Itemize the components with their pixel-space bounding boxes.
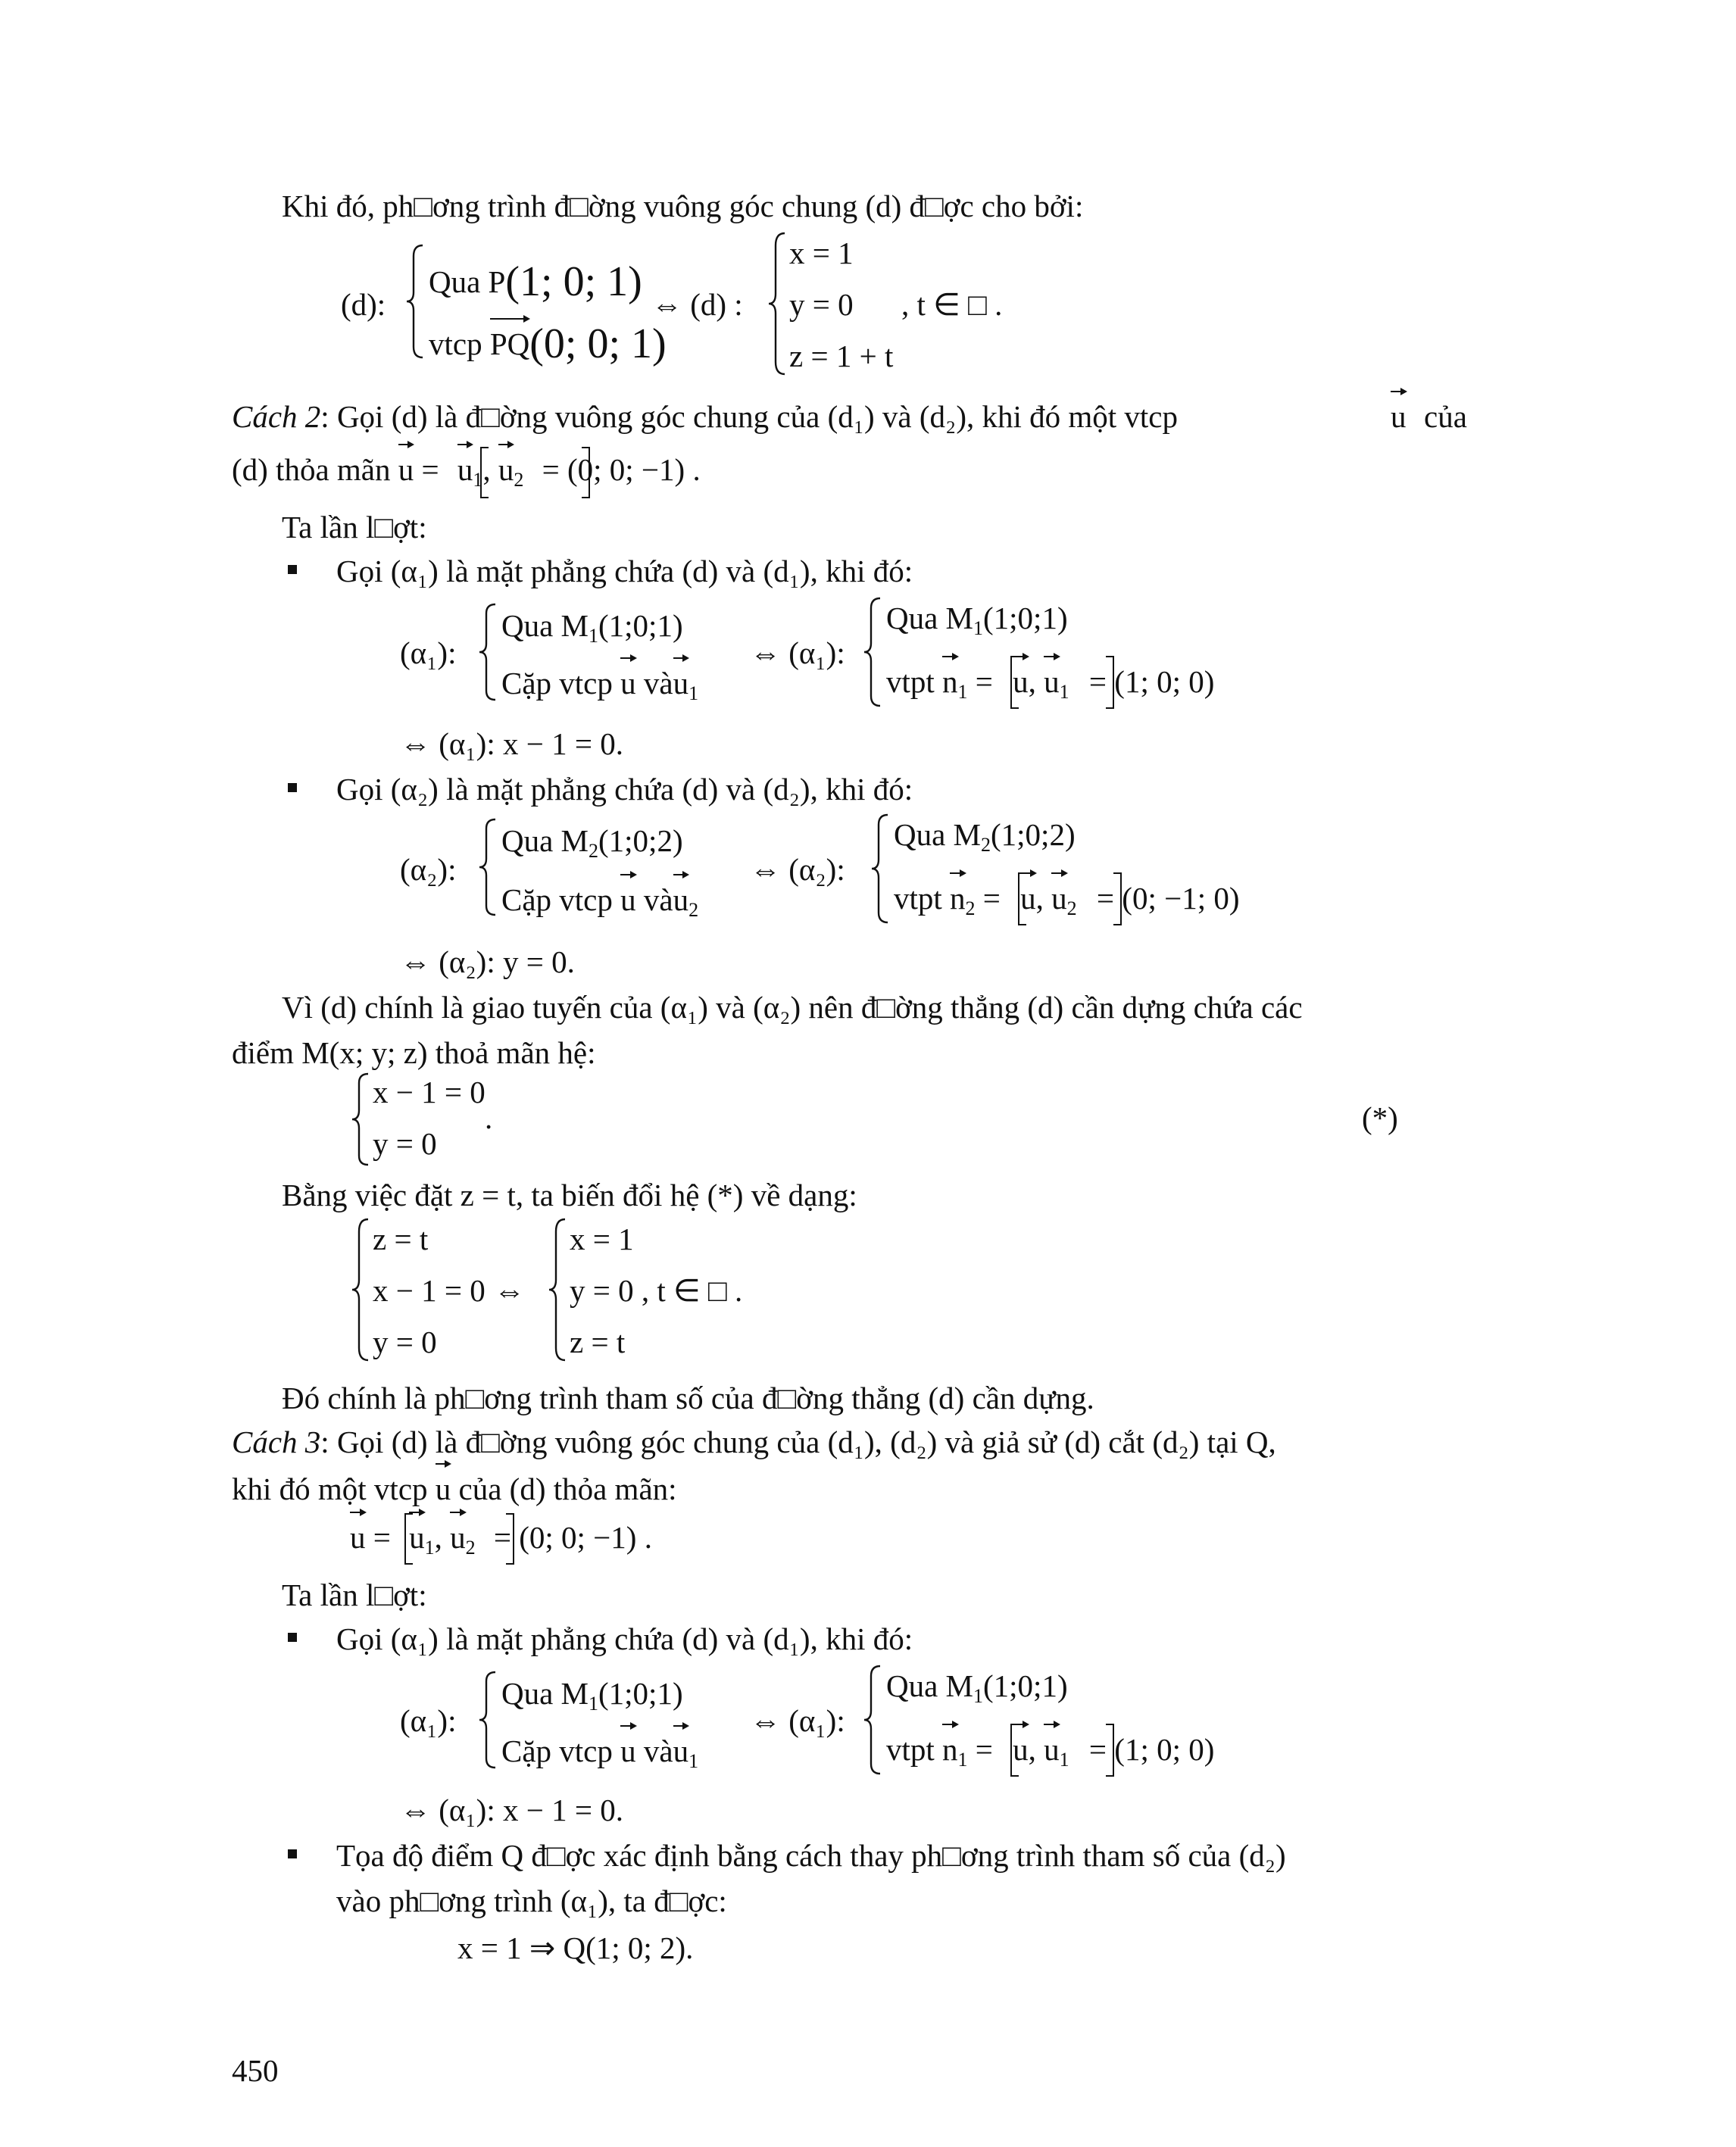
c3-alpha1-result: ⇔ (α₁): x − 1 = 0. — [400, 1793, 623, 1827]
cach3-bullet1: Gọi (α₁) là mặt phẳng chứa (d) và (d₁), khi đó: — [336, 1621, 913, 1656]
c3-alpha1-r-qua: Qua M1(1;0;1) — [886, 1668, 1068, 1707]
sys2-l2: x − 1 = 0 — [373, 1273, 486, 1308]
bracket-left — [404, 1513, 413, 1565]
bracket-left — [1018, 872, 1026, 925]
sys2-r3: z = t — [570, 1325, 626, 1359]
left-brace-icon — [404, 244, 427, 359]
sys1-equiv: ⇔ (d) : — [651, 287, 743, 322]
cach3-line2: khi đó một vtcp u của (d) thỏa mãn: — [232, 1471, 677, 1506]
alpha2-cap: Cặp vtcp u vàu2 — [501, 882, 699, 921]
cach3-bullet2-line1: Tọa độ điểm Q đ□ợc xác định bằng cách thay ph□ơng trình tham số của (d₂) — [336, 1838, 1286, 1873]
bracket-right — [1106, 1724, 1114, 1777]
left-brace-icon — [477, 1671, 500, 1769]
para-line1: Vì (d) chính là giao tuyến của (α₁) và (α₂) nên đ□ờng thẳng (d) cần dựng chứa các — [282, 990, 1303, 1025]
alpha2-r-qua: Qua M2(1;0;2) — [894, 817, 1076, 856]
bullet-icon — [288, 565, 297, 574]
bang-viec: Bằng việc đặt z = t, ta biến đổi hệ (*) về dạng: — [282, 1178, 857, 1212]
cach3-line1: Cách 3: Gọi (d) là đ□ờng vuông góc chung của (d₁), (d₂) và giả sử (d) cắt (d₂) tại Q, — [232, 1425, 1276, 1459]
pq-vector: PQ — [489, 326, 530, 361]
alpha1-label: (α₁): — [400, 635, 457, 670]
sys1-eq1: x = 1 — [789, 236, 854, 270]
bullet-icon — [288, 1633, 297, 1642]
alpha1-equiv: ⇔ (α₁): — [750, 635, 845, 670]
sys1-vtcp: vtcp PQ(0; 0; 1) — [429, 320, 667, 367]
bracket-right — [582, 447, 590, 498]
left-brace-icon — [767, 232, 789, 376]
ta-lan-luot: Ta lần l□ợt: — [282, 510, 427, 545]
sys1-eq3: z = 1 + t — [789, 339, 894, 373]
d-label: (d): — [341, 287, 386, 322]
cach2-line1-end: của — [1424, 399, 1467, 434]
equation-tag: (*) — [1362, 1100, 1398, 1135]
cach2-line2: (d) thỏa mãn u = u1, u2 = (0; 0; −1) . — [232, 452, 701, 491]
left-brace-icon — [862, 1665, 885, 1775]
left-brace-icon — [862, 597, 885, 707]
c3-alpha1-equiv: ⇔ (α₁): — [750, 1703, 845, 1738]
alpha1-vtpt: vtpt n1 = u, u1 = (1; 0; 0) — [886, 664, 1215, 703]
sys1-qua: Qua P(1; 0; 1) — [429, 258, 642, 305]
alpha2-result: ⇔ (α₂): y = 0. — [400, 944, 575, 979]
bracket-left — [1010, 656, 1019, 709]
alpha2-equiv: ⇔ (α₂): — [750, 852, 845, 887]
left-brace-icon — [870, 813, 892, 924]
cach2-u: u — [1391, 399, 1407, 434]
c3-alpha1-label: (α₁): — [400, 1703, 457, 1738]
alpha1-qua: Qua M1(1;0;1) — [501, 608, 683, 647]
cach3-ta-lan-luot: Ta lần l□ợt: — [282, 1577, 427, 1612]
c3-alpha1-cap: Cặp vtcp u vàu1 — [501, 1734, 699, 1772]
sys2-equiv: ⇔ — [494, 1273, 525, 1308]
sys2-l3: y = 0 — [373, 1325, 437, 1359]
bracket-left — [480, 447, 489, 498]
cach2-line1: Cách 2: Gọi (d) là đ□ờng vuông góc chung của (d₁) và (d₂), khi đó một vtcp — [232, 399, 1178, 434]
sys2-l1: z = t — [373, 1222, 429, 1256]
para-line2: điểm M(x; y; z) thoả mãn hệ: — [232, 1035, 596, 1070]
sys2-r1: x = 1 — [570, 1222, 634, 1256]
alpha1-result: ⇔ (α₁): x − 1 = 0. — [400, 726, 623, 761]
alpha2-qua: Qua M2(1;0;2) — [501, 823, 683, 862]
left-brace-icon — [350, 1072, 373, 1166]
sys1-param: , t ∈ □ . — [901, 287, 1003, 322]
sys1-eq2: y = 0 — [789, 287, 854, 322]
bracket-right — [506, 1513, 514, 1565]
left-brace-icon — [477, 818, 500, 916]
sys2-r2: y = 0 , t ∈ □ . — [570, 1273, 743, 1308]
hypothesis-dot: . — [485, 1100, 493, 1135]
hypothesis-eq1: x − 1 = 0 — [373, 1075, 486, 1109]
c3-alpha1-vtpt: vtpt n1 = u, u1 = (1; 0; 0) — [886, 1732, 1215, 1771]
left-brace-icon — [477, 603, 500, 701]
cach3-result: x = 1 ⇒ Q(1; 0; 2). — [457, 1930, 694, 1965]
bracket-right — [1113, 872, 1122, 925]
page-number: 450 — [232, 2053, 279, 2088]
left-brace-icon — [350, 1218, 373, 1362]
left-brace-icon — [547, 1218, 570, 1362]
alpha2-vtpt: vtpt n2 = u, u2 = (0; −1; 0) — [894, 881, 1240, 919]
cach2-bullet1: Gọi (α₁) là mặt phẳng chứa (d) và (d₁), khi đó: — [336, 554, 913, 588]
c3-alpha1-qua: Qua M1(1;0;1) — [501, 1676, 683, 1715]
bracket-right — [1106, 656, 1114, 709]
hypothesis-eq2: y = 0 — [373, 1126, 437, 1161]
bullet-icon — [288, 783, 297, 792]
cach3-eq: u = u1, u2 = (0; 0; −1) . — [350, 1520, 652, 1559]
alpha2-label: (α₂): — [400, 852, 457, 887]
alpha1-cap: Cặp vtcp u vàu1 — [501, 666, 699, 704]
bullet-icon — [288, 1849, 297, 1858]
cach2-bullet2: Gọi (α₂) là mặt phẳng chứa (d) và (d₂), khi đó: — [336, 772, 913, 807]
conclusion-line: Đó chính là ph□ơng trình tham số của đ□ờng thẳng (d) cần dựng. — [282, 1381, 1094, 1415]
intro-line: Khi đó, ph□ơng trình đ□ờng vuông góc chung (d) đ□ợc cho bởi: — [282, 189, 1084, 223]
alpha1-r-qua: Qua M1(1;0;1) — [886, 601, 1068, 639]
bracket-left — [1010, 1724, 1019, 1777]
cach3-bullet2-line2: vào ph□ơng trình (α₁), ta đ□ợc: — [336, 1883, 727, 1918]
